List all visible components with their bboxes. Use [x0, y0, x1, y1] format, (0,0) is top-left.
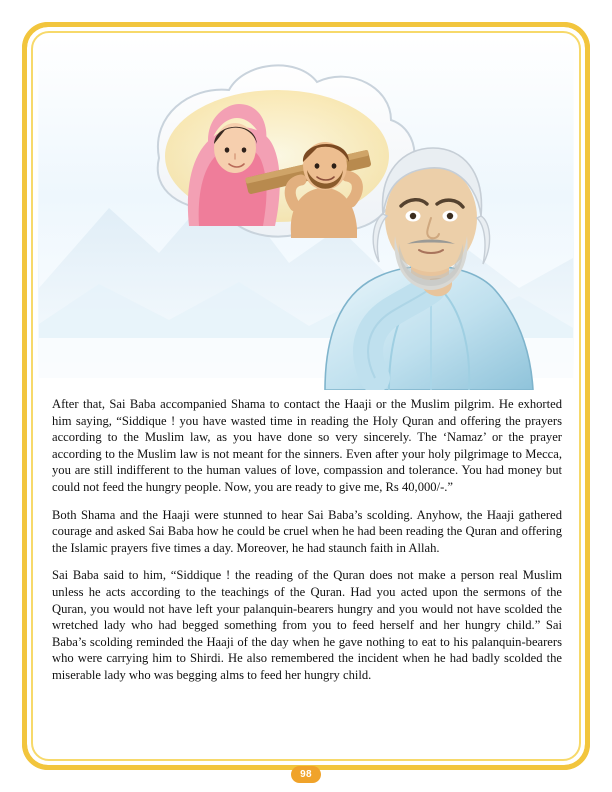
paragraph-1: After that, Sai Baba accompanied Shama to contact the Haaji or the Muslim pilgrim. He exhorted him saying, “Siddique ! you have wasted time in reading the Holy Quran and offering the prayers according to the Muslim law, as you have done so very sincerely. The ‘Namaz’ or the prayer according to the Muslim law is not meant for the sinners. Even after your holy pilgrimage to Mecca, you are still indifferent to the human values of love, compassion and tolerance. You had money but could not feed the hungry people. Now, you are ready to give me, Rs 40,000/-.”	[52, 397, 562, 494]
page-number-badge: 98	[291, 766, 321, 783]
story-text	[38, 390, 574, 684]
paragraph-3: Sai Baba said to him, “Siddique ! the reading of the Quran does not make a person real Muslim unless he acts according to the teachings of the Quran. Had you acted upon the sermons of the Quran, you would not have left your palanquin-bearers hungry and you would not have scolded the wretched lady who had begged something from you to feed herself and her hungry child.” Sai Baba’s scolding reminded the Haaji of the day when he gave nothing to eat to his palanquin-bearers who were carrying him to Shirdi. He also remembered the incident when he had badly scolded the miserable lady who was begging alms to feed her hungry child.	[52, 568, 562, 682]
paragraph-2: Both Shama and the Haaji were stunned to hear Sai Baba’s scolding. Anyhow, the Haaji gathered courage and asked Sai Baba how he could be cruel when he had been reading the Quran and offering the Islamic prayers five times a day. Moreover, he had staunch faith in Allah.	[52, 507, 562, 555]
page-content	[38, 38, 574, 754]
sai-baba-thought-bubble-illustration	[38, 38, 574, 390]
